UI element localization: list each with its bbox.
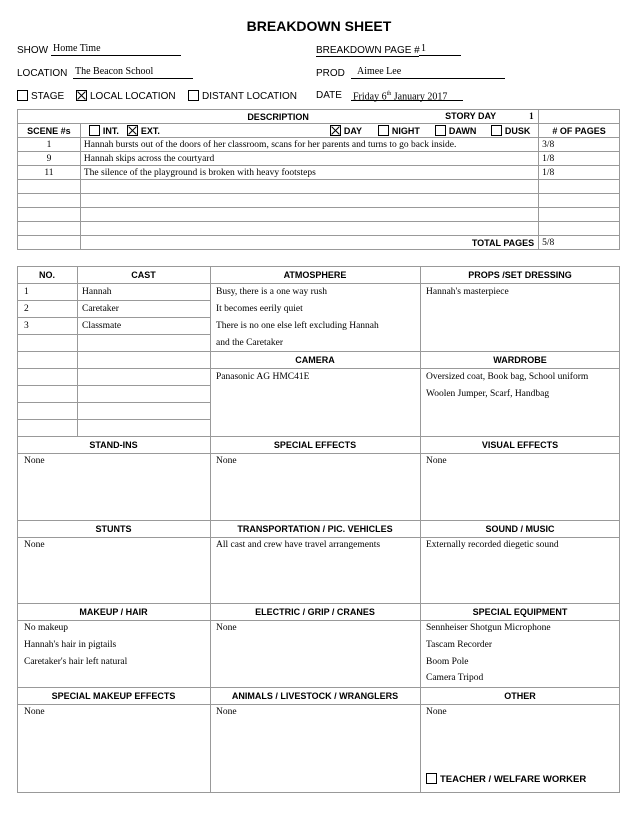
dawn-option[interactable] (435, 125, 477, 136)
dusk-option[interactable] (491, 125, 531, 136)
special-makeup-effects-header: SPECIAL MAKEUP EFFECTS (51, 691, 176, 701)
description-header: DESCRIPTION (18, 110, 539, 124)
cast-number[interactable]: 1 (24, 287, 29, 297)
equipment-line[interactable]: Tascam Recorder (426, 640, 493, 650)
other-line[interactable]: None (426, 707, 447, 717)
stage-label: STAGE (31, 91, 65, 102)
camera-line[interactable]: Panasonic AG HMC41E (216, 372, 310, 382)
scene-row-empty[interactable] (18, 208, 620, 222)
date-label: DATE (316, 90, 342, 101)
divider (17, 453, 620, 454)
scene-row[interactable] (18, 138, 620, 152)
atmosphere-line[interactable]: and the Caretaker (216, 338, 283, 348)
equipment-line[interactable]: Sennheiser Shotgun Microphone (426, 623, 551, 633)
cast-name[interactable]: Classmate (82, 321, 122, 331)
date-day: Friday 6 (353, 91, 387, 103)
props-line[interactable]: Hannah's masterpiece (426, 287, 509, 297)
sheet-title: BREAKDOWN SHEET (246, 18, 392, 34)
prod-field[interactable]: Aimee Lee (351, 66, 505, 79)
scene-number[interactable]: 1 (18, 138, 81, 152)
scene-number[interactable] (18, 208, 81, 222)
location-field[interactable]: The Beacon School (73, 66, 193, 79)
props-header: PROPS /SET DRESSING (468, 270, 572, 280)
day-checkbox[interactable] (330, 125, 341, 136)
cast-name[interactable]: Caretaker (82, 304, 119, 314)
stunts-line[interactable]: None (24, 540, 45, 550)
visual-effects-header: VISUAL EFFECTS (481, 440, 559, 450)
scene-column-header: SCENE #s (18, 124, 81, 138)
scene-pages[interactable] (539, 222, 620, 236)
day-label: DAY (343, 126, 363, 136)
night-label: NIGHT (391, 126, 420, 136)
makeup-hair-header: MAKEUP / HAIR (79, 607, 148, 617)
scene-pages[interactable] (539, 194, 620, 208)
stage-option[interactable] (17, 90, 64, 102)
standins-header: STAND-INS (89, 440, 138, 450)
divider (17, 402, 210, 403)
total-pages-label: TOTAL PAGES (80, 236, 538, 250)
transportation-line[interactable]: All cast and crew have travel arrangements (216, 540, 381, 550)
scene-row-empty[interactable] (18, 222, 620, 236)
page-label: BREAKDOWN PAGE # (316, 45, 420, 56)
makeup-line[interactable]: No makeup (24, 623, 69, 633)
makeup-line[interactable]: Caretaker's hair left natural (24, 657, 128, 667)
int-checkbox[interactable] (89, 125, 100, 136)
local-location-option[interactable] (76, 90, 176, 102)
local-location-label: LOCAL LOCATION (90, 91, 176, 102)
divider (17, 704, 620, 705)
story-day (445, 110, 620, 124)
scene-row-empty[interactable] (18, 180, 620, 194)
scene-number[interactable] (18, 180, 81, 194)
divider (17, 603, 620, 604)
special-makeup-line[interactable]: None (24, 707, 45, 717)
teacher-welfare-label: TEACHER / WELFARE WORKER (440, 774, 587, 785)
scene-table (17, 109, 620, 250)
no-header: NO. (38, 270, 55, 280)
special-effects-line[interactable]: None (216, 456, 237, 466)
dawn-checkbox[interactable] (435, 125, 446, 136)
ext-label: EXT. (140, 126, 160, 136)
stunts-header: STUNTS (95, 524, 132, 534)
prod-label: PROD (316, 68, 345, 79)
scene-pages[interactable] (539, 180, 620, 194)
scene-description[interactable] (80, 222, 538, 236)
dusk-checkbox[interactable] (491, 125, 502, 136)
atmosphere-line[interactable]: It becomes eerily quiet (216, 304, 303, 314)
special-equipment-header: SPECIAL EQUIPMENT (472, 607, 568, 617)
scene-pages[interactable] (539, 208, 620, 222)
show-label: SHOW (17, 45, 49, 56)
equipment-line[interactable]: Boom Pole (426, 657, 469, 667)
teacher-welfare-checkbox[interactable] (426, 773, 437, 784)
atmosphere-line[interactable]: Busy, there is a one way rush (216, 287, 327, 297)
pages-column-header: # OF PAGES (539, 124, 620, 138)
int-label: INT. (102, 126, 119, 136)
scene-pages[interactable]: 3/8 (539, 138, 620, 152)
scene-description[interactable]: Hannah bursts out of the doors of her classroom, scans for her parents and turns to go back inside. (80, 138, 538, 152)
scene-number[interactable]: 9 (18, 152, 81, 166)
date-suffix: th (386, 91, 392, 97)
story-day-value: 1 (529, 111, 534, 121)
scene-row[interactable] (18, 166, 620, 180)
distant-location-label: DISTANT LOCATION (202, 91, 298, 102)
divider (17, 520, 620, 521)
ext-option[interactable] (127, 125, 160, 136)
scene-options-header (80, 124, 538, 138)
night-option[interactable] (378, 125, 420, 136)
cast-number[interactable]: 3 (24, 321, 29, 331)
other-header: OTHER (504, 691, 536, 701)
night-checkbox[interactable] (378, 125, 389, 136)
divider (17, 419, 210, 420)
cast-name[interactable]: Hannah (82, 287, 112, 297)
divider (17, 385, 210, 386)
dusk-label: DUSK (504, 126, 531, 136)
equipment-line[interactable]: Camera Tripod (426, 673, 484, 683)
scene-description[interactable] (80, 194, 538, 208)
animals-header: ANIMALS / LIVESTOCK / WRANGLERS (231, 691, 399, 701)
scene-row-empty[interactable] (18, 194, 620, 208)
cast-number[interactable]: 2 (24, 304, 29, 314)
total-pages-value[interactable]: 5/8 (539, 236, 620, 250)
total-spacer (18, 236, 81, 250)
dawn-label: DAWN (448, 126, 477, 136)
scene-row[interactable] (18, 152, 620, 166)
atmosphere-line[interactable]: There is no one else left excluding Hannah (216, 321, 379, 331)
day-option[interactable] (330, 125, 362, 136)
show-field[interactable]: Home Time (51, 43, 181, 56)
page-label-underline (316, 56, 419, 57)
teacher-welfare-option[interactable] (426, 773, 586, 785)
total-row (18, 236, 620, 250)
wardrobe-line[interactable]: Woolen Jumper, Scarf, Handbag (426, 389, 550, 399)
page-field[interactable]: 1 (419, 43, 461, 56)
scene-pages[interactable]: 1/8 (539, 152, 620, 166)
electric-line[interactable]: None (216, 623, 237, 633)
scene-pages[interactable]: 1/8 (539, 166, 620, 180)
transportation-header: TRANSPORTATION / PIC. VEHICLES (237, 524, 393, 534)
divider (17, 351, 620, 352)
story-day-label: STORY DAY (445, 111, 497, 121)
date-rest: January 2017 (393, 91, 448, 103)
wardrobe-line[interactable]: Oversized coat, Book bag, School uniform (426, 372, 589, 382)
wardrobe-header: WARDROBE (493, 355, 547, 365)
electric-grip-header: ELECTRIC / GRIP / CRANES (255, 607, 375, 617)
scene-description[interactable]: The silence of the playground is broken with heavy footsteps (80, 166, 538, 180)
scene-number[interactable] (18, 222, 81, 236)
standins-line[interactable]: None (24, 456, 45, 466)
distant-location-option[interactable] (188, 90, 297, 102)
scene-description[interactable] (80, 180, 538, 194)
divider (17, 436, 620, 437)
makeup-line[interactable]: Hannah's hair in pigtails (24, 640, 117, 650)
sound-music-header: SOUND / MUSIC (485, 524, 555, 534)
distant-location-checkbox[interactable] (188, 90, 199, 101)
special-effects-header: SPECIAL EFFECTS (273, 440, 357, 450)
int-option[interactable] (89, 125, 119, 136)
location-label: LOCATION (17, 68, 68, 79)
ext-checkbox[interactable] (127, 125, 138, 136)
date-field[interactable] (351, 88, 463, 101)
scene-description[interactable]: Hannah skips across the courtyard (80, 152, 538, 166)
scene-number[interactable]: 11 (18, 166, 81, 180)
local-location-checkbox[interactable] (76, 90, 87, 101)
divider (17, 687, 620, 688)
visual-effects-line[interactable]: None (426, 456, 447, 466)
animals-line[interactable]: None (216, 707, 237, 717)
camera-header: CAMERA (295, 355, 335, 365)
cast-header: CAST (131, 270, 156, 280)
scene-number[interactable] (18, 194, 81, 208)
stage-checkbox[interactable] (17, 90, 28, 101)
scene-description[interactable] (80, 208, 538, 222)
atmosphere-header: ATMOSPHERE (283, 270, 347, 280)
sound-music-line[interactable]: Externally recorded diegetic sound (426, 540, 559, 550)
